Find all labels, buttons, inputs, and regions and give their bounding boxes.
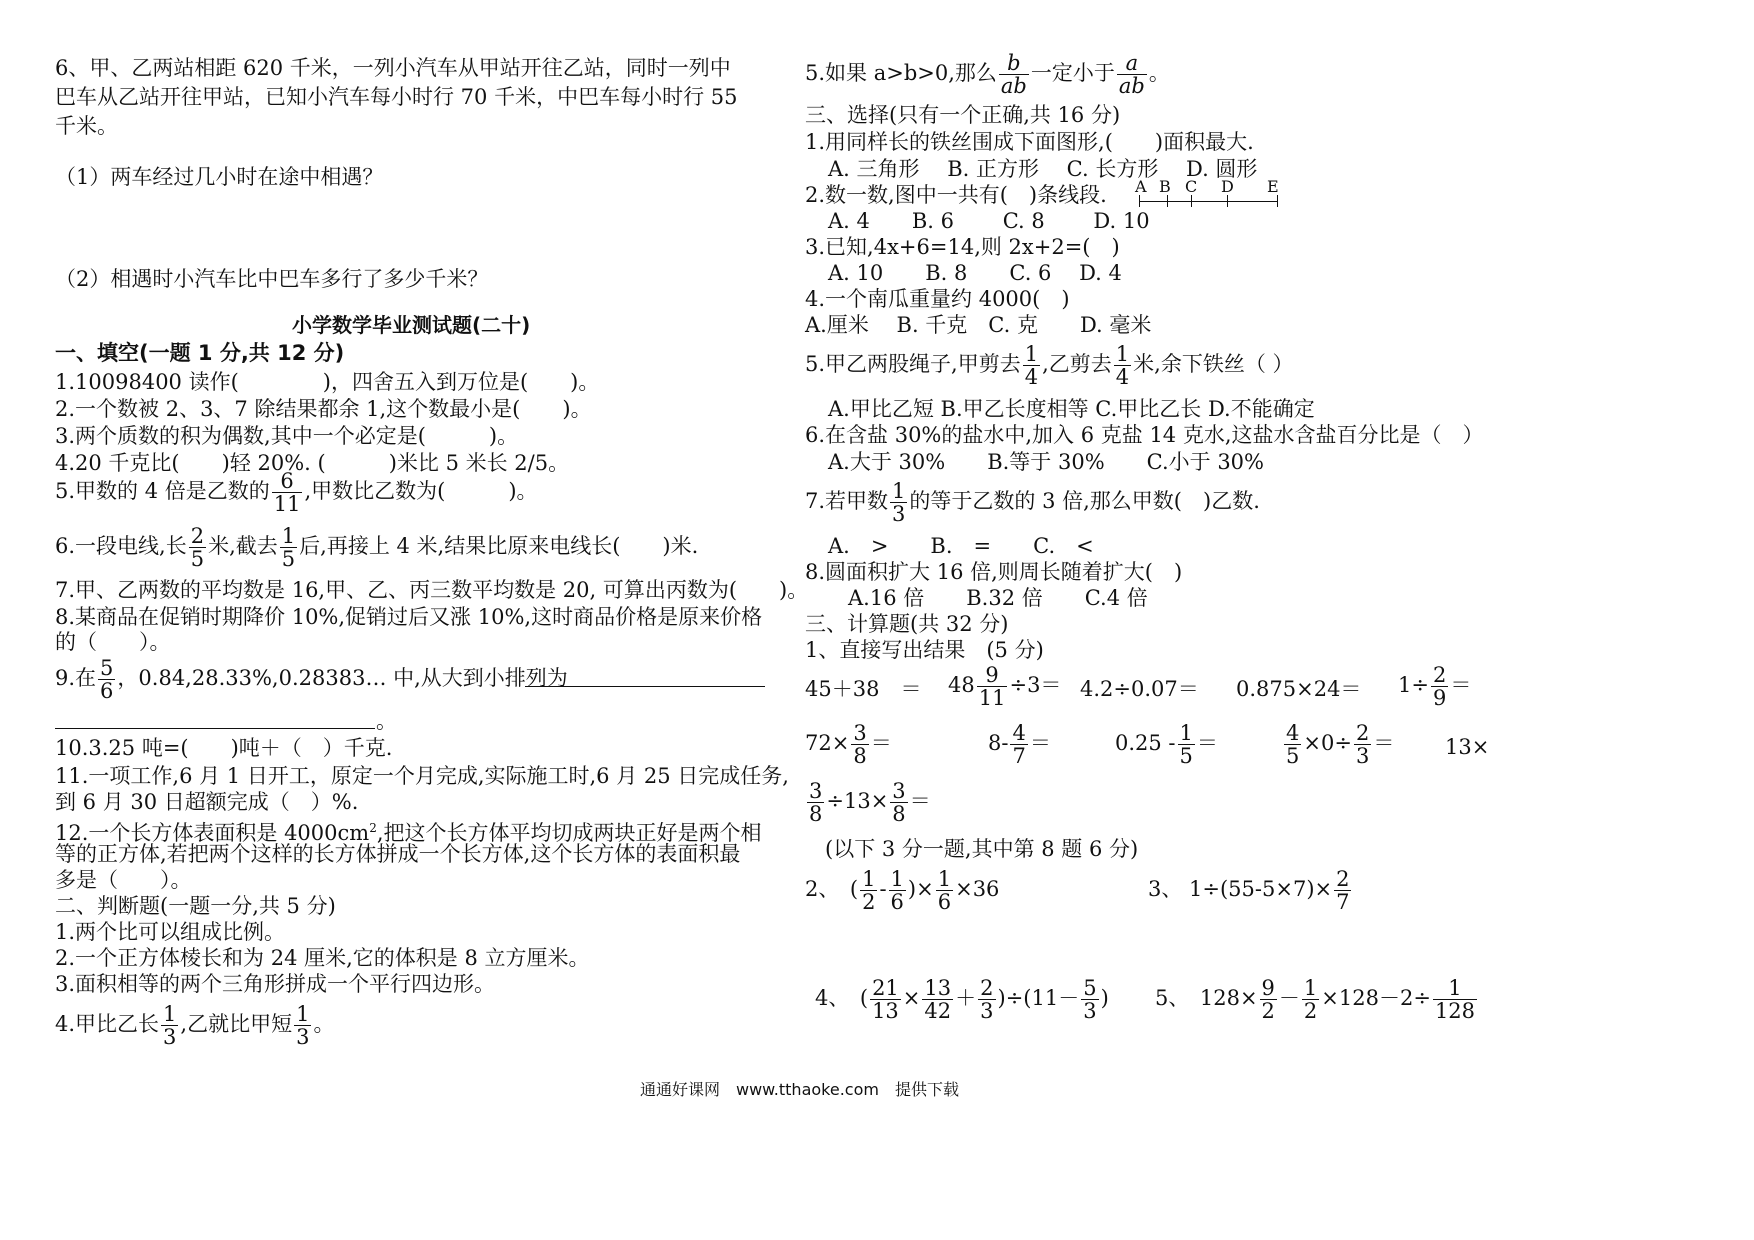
fraction: $\frac{9}{2}$ (1261, 976, 1275, 1023)
answer-line (525, 686, 765, 687)
choice-question-7: 7.若甲数 $\frac{1}{3}$ 的等于乙数的 3 倍,那么甲数( )乙数. (805, 479, 1260, 526)
expression: 4.2÷0.07＝ (1080, 677, 1199, 701)
choice-question-1-options: A. 三角形 B. 正方形 C. 长方形 D. 圆形 (828, 157, 1258, 181)
fraction: $\frac{1}{4}$ (1024, 342, 1039, 389)
test-title: 小学数学毕业测试题(二十) (292, 313, 531, 337)
fraction: $\frac{1}{5}$ (1179, 721, 1193, 768)
expression: 45＋38 ＝ (805, 677, 922, 701)
line-segment-figure (1135, 179, 1285, 209)
choice-question-4-options: A.厘米 B. 千克 C. 克 D. 毫米 (805, 313, 1152, 337)
tick (1167, 195, 1168, 207)
fill-question-2: 2.一个数被 2、3、7 除结果都余 1,这个数最小是( )。 (55, 397, 592, 421)
fill-question-11-line-1: 11.一项工作,6 月 1 日开工，原定一个月完成,实际施工时,6 月 25 日完成任务, (55, 764, 789, 788)
problem-6-line-1: 6、甲、乙两站相距 620 千米，一列小汽车从甲站开往乙站，同时一列中 (55, 56, 731, 80)
fraction: $\frac{4}{5}$ (1286, 721, 1300, 768)
tick (1139, 195, 1140, 207)
section-calc-heading: 三、计算题(共 32 分) (805, 612, 1009, 636)
expression: 72× $\frac{3}{8}$ ＝ (805, 721, 892, 768)
point-label: A (1135, 177, 1147, 196)
fraction: $\frac{5}{6}$ (100, 656, 114, 703)
calc-question-5: 5、 128× $\frac{9}{2}$ － $\frac{1}{2}$ ×128－2÷ $\frac{1}{128}$ (1155, 976, 1476, 1023)
point-label: E (1267, 177, 1279, 196)
fraction: $\frac{1}{2}$ (1303, 976, 1318, 1023)
fraction: $\frac{2}{7}$ (1336, 867, 1350, 914)
fraction: $\frac{4}{7}$ (1012, 721, 1026, 768)
choice-question-7-options: A. > B. = C. < (828, 534, 1094, 558)
fraction: $\frac{1}{4}$ (1115, 342, 1130, 389)
fill-question-12-line-3: 多是（ ）。 (55, 868, 192, 892)
choice-question-5: 5.甲乙两股绳子,甲剪去 $\frac{1}{4}$ ,乙剪去 $\frac{1}{4}$ 米,余下铁丝（ ） (805, 342, 1294, 389)
choice-question-3: 3.已知,4x+6=14,则 2x+2=( ) (805, 235, 1120, 259)
fraction: $\frac{9}{11}$ (978, 663, 1006, 710)
footer-source: 通通好课网 www.tthaoke.com 提供下载 (640, 1080, 959, 1099)
fraction: $\frac{1}{3}$ (892, 479, 906, 526)
problem-6-question-2: （2）相遇时小汽车比中巴车多行了多少千米？ (55, 267, 489, 291)
point-label: D (1221, 177, 1234, 196)
expression: 48 $\frac{9}{11}$ ÷3＝ (948, 663, 1062, 710)
fill-question-10: 10.3.25 吨=( )吨＋（ ）千克. (55, 736, 393, 760)
point-label: B (1159, 177, 1171, 196)
fraction: $\frac{1}{2}$ (862, 867, 876, 914)
fraction: $\frac{13}{42}$ (924, 976, 952, 1023)
problem-6-line-2: 巴车从乙站开往甲站，已知小汽车每小时行 70 千米，中巴车每小时行 55 (55, 85, 738, 109)
fraction: $\frac{b}{ab}$ (1000, 51, 1027, 98)
fraction: $\frac{1}{5}$ (281, 524, 296, 571)
fill-question-12-line-1: 12.一个长方体表面积是 $4000cm^2$,把这个长方体平均切成两块正好是两个相 (55, 821, 762, 845)
judge-question-3: 3.面积相等的两个三角形拼成一个平行四边形。 (55, 972, 496, 996)
fill-question-12-line-2: 等的正方体,若把两个这样的长方体拼成一个长方体,这个长方体的表面积最 (55, 842, 741, 866)
fraction: $\frac{6}{11}$ (273, 469, 301, 516)
tick (1191, 195, 1192, 207)
judge-question-2: 2.一个正方体棱长和为 24 厘米,它的体积是 8 立方厘米。 (55, 946, 590, 970)
judge-question-5: 5.如果 a>b>0,那么 $\frac{b}{ab}$ 一定小于 $\frac{a}{ab}$ 。 (805, 51, 1170, 98)
expression: 0.25 - $\frac{1}{5}$ ＝ (1115, 721, 1218, 768)
choice-question-6: 6.在含盐 30%的盐水中,加入 6 克盐 14 克水,这盐水含盐百分比是（ ） (805, 423, 1484, 447)
choice-question-5-options: A.甲比乙短 B.甲乙长度相等 C.甲比乙长 D.不能确定 (828, 397, 1315, 421)
choice-question-8-options: A.16 倍 B.32 倍 C.4 倍 (848, 586, 1148, 610)
expression: $\frac{4}{5}$ ×0÷ $\frac{2}{3}$ ＝ (1286, 721, 1395, 768)
fraction: $\frac{1}{6}$ (937, 867, 952, 914)
expression: 13× (1445, 735, 1490, 759)
fill-question-6: 6.一段电线,长 $\frac{2}{5}$ 米,截去 $\frac{1}{5}$ 后,再接上 4 米,结果比原来电线长( )米. (55, 524, 699, 571)
section-fill-blank-heading: 一、填空(一题 1 分,共 12 分) (55, 341, 345, 365)
fill-question-8-line-2: 的（ ）。 (55, 630, 171, 654)
choice-question-3-options: A. 10 B. 8 C. 6 D. 4 (828, 261, 1122, 285)
answer-line (55, 728, 375, 729)
fraction: $\frac{2}{3}$ (980, 976, 994, 1023)
judge-question-4: 4.甲比乙长 $\frac{1}{3}$ ,乙就比甲短 $\frac{1}{3}$ 。 (55, 1002, 335, 1049)
calc-question-4: 4、 ( $\frac{21}{13}$ × $\frac{13}{42}$ ＋ $\frac{2}{3}$ )÷(11－ $\frac{5}{3}$ ) (815, 976, 1109, 1023)
fraction: $\frac{21}{13}$ (872, 976, 899, 1023)
period: 。 (376, 709, 397, 733)
fraction: $\frac{2}{9}$ (1432, 663, 1447, 710)
fraction: $\frac{1}{6}$ (890, 867, 904, 914)
calc-question-3: 3、 1÷(55-5×7)× $\frac{2}{7}$ (1148, 867, 1350, 914)
fraction: $\frac{2}{3}$ (1355, 721, 1370, 768)
fraction: $\frac{5}{3}$ (1083, 976, 1097, 1023)
section-choice-heading: 三、选择(只有一个正确,共 16 分) (805, 103, 1121, 127)
judge-question-1: 1.两个比可以组成比例。 (55, 920, 286, 944)
fraction: $\frac{3}{8}$ (809, 779, 823, 826)
fraction: $\frac{3}{8}$ (892, 779, 906, 826)
fraction: $\frac{1}{3}$ (163, 1002, 177, 1049)
point-label: C (1185, 177, 1198, 196)
fill-question-4: 4.20 千克比( )轻 20%. ( )米比 5 米长 2/5。 (55, 451, 570, 475)
choice-question-8: 8.圆面积扩大 16 倍,则周长随着扩大( ) (805, 560, 1183, 584)
section-judge-heading: 二、判断题(一题一分,共 5 分) (55, 894, 336, 918)
choice-question-4: 4.一个南瓜重量约 4000( ) (805, 287, 1070, 311)
fill-question-9: 9.在 $\frac{5}{6}$ ，0.84,28.33%,0.28383… 中,从大到小排列为 (55, 656, 568, 703)
fraction: $\frac{3}{8}$ (853, 721, 867, 768)
fraction: $\frac{2}{5}$ (190, 524, 205, 571)
fill-question-7: 7.甲、乙两数的平均数是 16,甲、乙、丙三数平均数是 20, 可算出丙数为( )。 (55, 578, 809, 602)
problem-6-line-3: 千米。 (55, 114, 118, 138)
line-segment (1139, 201, 1277, 202)
choice-question-6-options: A.大于 30% B.等于 30% C.小于 30% (828, 450, 1264, 474)
fraction: $\frac{a}{ab}$ (1118, 51, 1145, 98)
fill-question-11-line-2: 到 6 月 30 日超额完成（ ）%. (55, 790, 359, 814)
fraction: $\frac{1}{3}$ (296, 1002, 310, 1049)
fraction: $\frac{1}{128}$ (1434, 976, 1476, 1023)
fill-question-8-line-1: 8.某商品在促销时期降价 10%,促销过后又涨 10%,这时商品价格是原来价格 (55, 605, 763, 629)
calc-question-2: 2、 ( $\frac{1}{2}$ - $\frac{1}{6}$ )× $\frac{1}{6}$ ×36 (805, 867, 1000, 914)
fill-question-5: 5.甲数的 4 倍是乙数的 $\frac{6}{11}$ ,甲数比乙数为( )。 (55, 469, 538, 516)
fill-question-3: 3.两个质数的积为偶数,其中一个必定是( )。 (55, 424, 519, 448)
expression: 8- $\frac{4}{7}$ ＝ (988, 721, 1051, 768)
fill-question-1: 1.10098400 读作( )，四舍五入到万位是( )。 (55, 370, 600, 394)
tick (1227, 195, 1228, 207)
problem-6-question-1: （1）两车经过几小时在途中相遇？ (55, 165, 384, 189)
tick (1277, 195, 1278, 207)
choice-question-1: 1.用同样长的铁丝围成下面图形,( )面积最大. (805, 130, 1254, 154)
expression: 1÷ $\frac{2}{9}$ ＝ (1398, 663, 1472, 710)
expression: $\frac{3}{8}$ ÷13× $\frac{3}{8}$ ＝ (809, 779, 931, 826)
calc-part-1-heading: 1、直接写出结果 (5 分) (805, 638, 1044, 662)
calc-scoring-note: (以下 3 分一题,其中第 8 题 6 分) (825, 837, 1139, 861)
expression: 0.875×24＝ (1236, 677, 1362, 701)
choice-question-2: 2.数一数,图中一共有( )条线段. (805, 183, 1107, 207)
choice-question-2-options: A. 4 B. 6 C. 8 D. 10 (828, 209, 1150, 233)
